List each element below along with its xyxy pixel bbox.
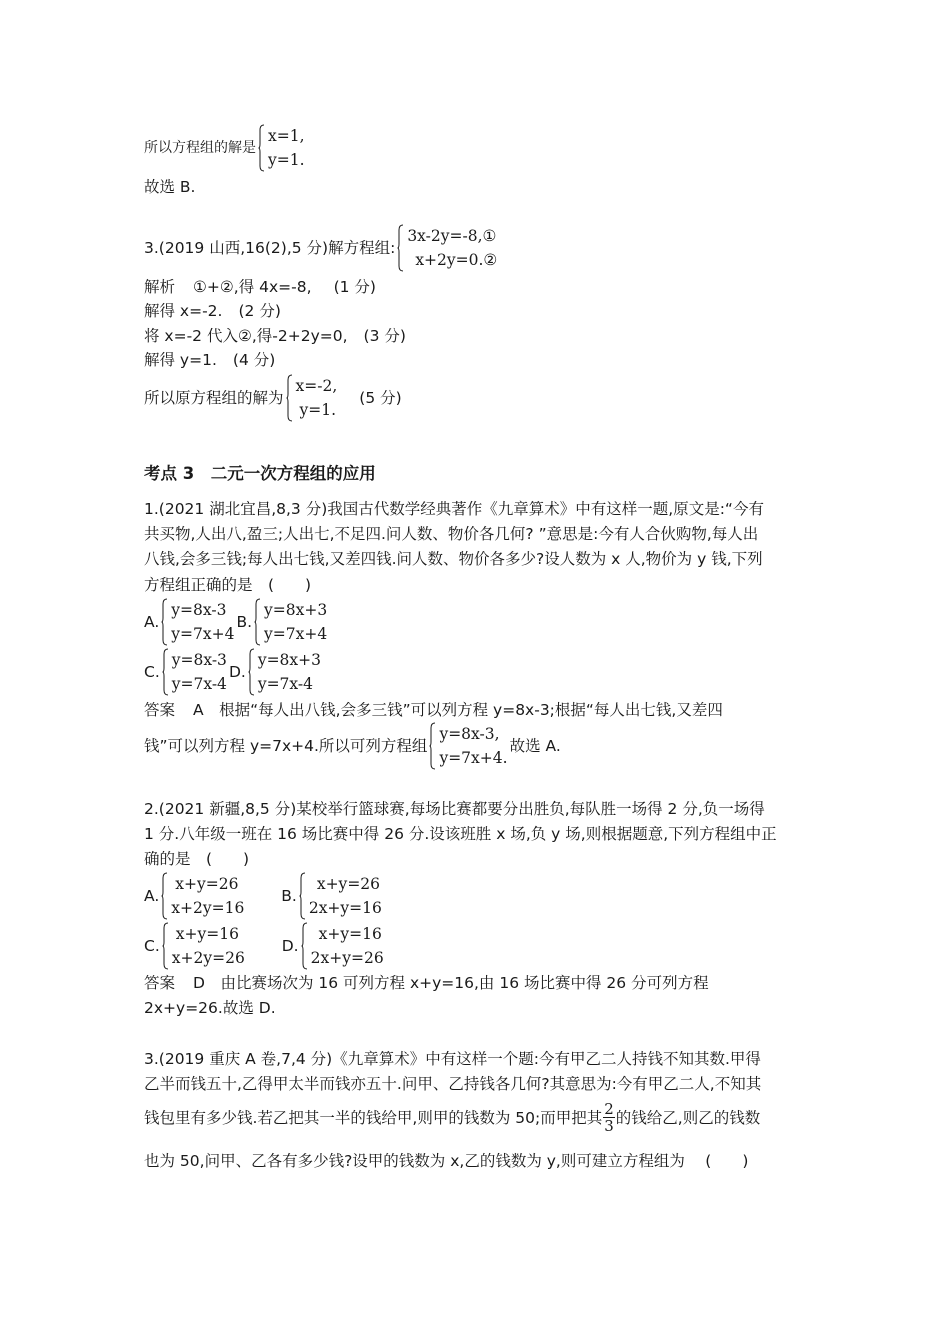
- prev-solution-system: [258, 124, 305, 172]
- q1-line-4: 方程组正确的是 ( ): [144, 576, 312, 594]
- prev-conclusion-text: 所以方程组的解是: [144, 140, 256, 156]
- q3-line-2: 乙半而钱五十,乙得甲太半而钱亦五十.问甲、乙持钱各几何?其意思为:今有甲乙二人,不知其: [144, 1075, 762, 1093]
- left-brace-icon: [162, 922, 169, 970]
- q2-line-3: 确的是 ( ): [144, 850, 250, 868]
- q3-2019-step-1: 解析 ①+②,得 4x=-8, (1 分): [144, 278, 376, 296]
- option-d-label: D.: [281, 937, 299, 955]
- left-brace-icon: [429, 722, 436, 770]
- q3-2019-final-eq-2: y=1.: [299, 401, 337, 419]
- q3-2019-final-system: [286, 374, 338, 422]
- left-brace-icon: [161, 872, 168, 920]
- answer-label: 答案: [144, 974, 176, 992]
- option-c-system: x+y=16 x+2y=26: [162, 922, 280, 970]
- left-brace-icon: [161, 598, 168, 646]
- q1-answer-line-1: 答案 A 根据“每人出八钱,会多三钱”可以列方程 y=8x-3;根据“每人出七钱,又差四: [144, 701, 723, 719]
- score: (3 分): [363, 327, 406, 345]
- q2-line-2: 1 分.八年级一班在 16 场比赛中得 26 分.设该班胜 x 场,负 y 场,则根据题意,下列方程组中正: [144, 825, 777, 843]
- q3-2019-step-4: 解得 y=1. (4 分): [144, 351, 276, 369]
- left-brace-icon: [254, 598, 261, 646]
- q2-answer-line-2: 2x+y=26.故选 D.: [144, 999, 276, 1017]
- analysis-label: 解析: [144, 278, 176, 296]
- left-brace-icon: [301, 922, 308, 970]
- q3-2019-step-2: 解得 x=-2. (2 分): [144, 302, 281, 320]
- q3-2019-eq-2: x+2y=0.②: [415, 251, 498, 269]
- option-a-label: A.: [144, 613, 160, 631]
- option-c-system: y=8x-3 y=7x-4: [162, 648, 227, 696]
- option-c-label: C.: [144, 663, 160, 681]
- q3-line-1: 3.(2019 重庆 A 卷,7,4 分)《九章算术》中有这样一个题:今有甲乙二人持钱不知其数.甲得: [144, 1050, 761, 1068]
- q2-options-row-1: [144, 872, 384, 920]
- score: (2 分): [238, 302, 281, 320]
- prev-solution-eq-1: x=1,: [268, 127, 305, 145]
- left-brace-icon: [258, 124, 265, 172]
- answer-label: 答案: [144, 701, 176, 719]
- two-thirds-fraction: [603, 1101, 615, 1134]
- fraction-numerator: 2: [604, 1100, 614, 1118]
- q1-answer-system: y=8x-3, y=7x+4.: [429, 722, 507, 770]
- score: (4 分): [232, 351, 276, 369]
- option-a-system: y=8x-3 y=7x+4: [161, 598, 234, 646]
- q3-2019-final: 所以原方程组的解为 x=-2, y=1. (5 分): [144, 374, 402, 422]
- option-d-system: x+y=16 2x+y=26: [301, 922, 384, 970]
- q3-2019-eq-1: 3x-2y=-8,①: [407, 227, 497, 245]
- left-brace-icon: [162, 648, 169, 696]
- left-brace-icon: [286, 374, 293, 422]
- q3-line-4: 也为 50,问甲、乙各有多少钱?设甲的钱数为 x,乙的钱数为 y,则可建立方程组为 ( ): [144, 1152, 749, 1170]
- left-brace-icon: [248, 648, 255, 696]
- q1-answer-line-2: 钱”可以列方程 y=7x+4.所以可列方程组 y=8x-3, y=7x+4. 故选 A.: [144, 722, 561, 770]
- q2-options-row-2: [144, 922, 386, 970]
- option-c-label: C.: [144, 937, 160, 955]
- option-b-system: y=8x+3 y=7x+4: [254, 598, 327, 646]
- q1-line-2: 共买物,人出八,盈三;人出七,不足四.问人数、物价各几何? ”意思是:今有人合伙购物,每人出: [144, 525, 759, 543]
- score: (5 分): [359, 389, 402, 407]
- fraction-denominator: 3: [604, 1117, 614, 1135]
- q1-line-1: 1.(2021 湖北宜昌,8,3 分)我国古代数学经典著作《九章算术》中有这样一题,原文是:“今有: [144, 500, 764, 518]
- left-brace-icon: [397, 224, 404, 272]
- option-d-system: y=8x+3 y=7x-4: [248, 648, 321, 696]
- option-b-system: x+y=26 2x+y=16: [299, 872, 382, 920]
- option-b-label: B.: [236, 613, 253, 631]
- q3-line-3: 钱包里有多少钱.若乙把其一半的钱给甲,则甲的钱数为 50;而甲把其 $\frac{2}{3}$ 的钱给乙,则乙的钱数: [144, 1100, 761, 1135]
- section-title: 考点 3 二元一次方程组的应用: [144, 464, 376, 483]
- score: (1 分): [333, 278, 376, 296]
- option-d-label: D.: [228, 663, 246, 681]
- prev-choice: 故选 B.: [144, 178, 196, 196]
- q3-2019-step-3: 将 x=-2 代入②,得-2+2y=0, (3 分): [144, 327, 406, 345]
- option-a-system: x+y=26 x+2y=16: [161, 872, 279, 920]
- q3-2019-system: [397, 224, 497, 272]
- q3-2019-header: [144, 224, 499, 272]
- q3-2019-final-eq-1: x=-2,: [295, 377, 338, 395]
- q2-answer-line-1: 答案 D 由比赛场次为 16 可列方程 x+y=16,由 16 场比赛中得 26 分可列方程: [144, 974, 709, 992]
- left-brace-icon: [299, 872, 306, 920]
- prev-solution-eq-2: y=1.: [268, 151, 305, 169]
- q1-options-row-1: [144, 598, 329, 646]
- prev-conclusion: [144, 124, 307, 172]
- q2-line-1: 2.(2021 新疆,8,5 分)某校举行篮球赛,每场比赛都要分出胜负,每队胜一场得 2 分,负一场得: [144, 800, 765, 818]
- option-b-label: B.: [281, 887, 297, 905]
- q1-line-3: 八钱,会多三钱;每人出七钱,又差四钱.问人数、物价各多少?设人数为 x 人,物价为 y 钱,下列: [144, 550, 763, 568]
- q1-options-row-2: [144, 648, 323, 696]
- option-a-label: A.: [144, 887, 160, 905]
- q3-2019-header-text: 3.(2019 山西,16(2),5 分)解方程组:: [144, 239, 396, 257]
